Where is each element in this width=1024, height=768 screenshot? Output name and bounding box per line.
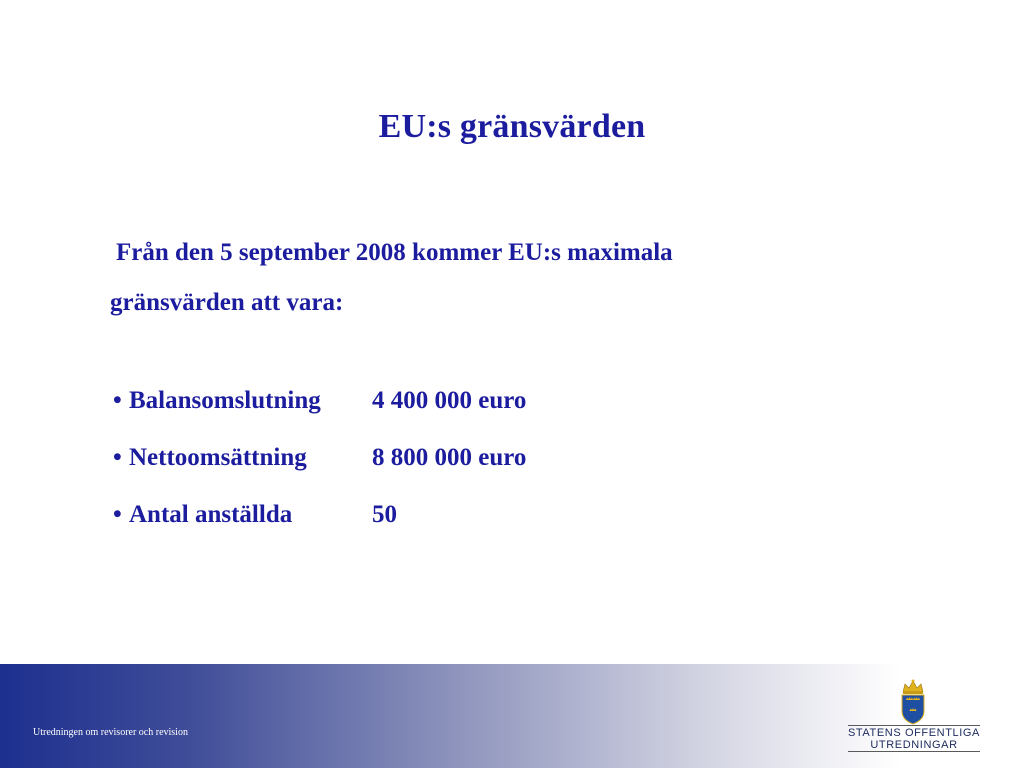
intro-paragraph <box>110 228 830 328</box>
bullet-value: 50 <box>372 501 397 528</box>
bullet-dot: • <box>113 387 122 414</box>
logo-text-line-2: UTREDNINGAR <box>870 739 958 751</box>
bullet-value: 8 800 000 euro <box>372 444 527 471</box>
footer-text: Utredningen om revisorer och revision <box>33 727 188 738</box>
swedish-crown-shield-icon <box>896 678 930 726</box>
bullet-item-balansomslutning <box>113 387 526 444</box>
logo-text-line-1: STATENS OFFENTLIGA <box>847 727 980 739</box>
bullet-list <box>113 387 526 558</box>
bullet-item-antal-anstallda <box>113 501 526 558</box>
bullet-dot: • <box>113 444 122 471</box>
intro-line-2: gränsvärden att vara: <box>110 289 344 316</box>
bullet-dot: • <box>113 501 122 528</box>
slide-title: EU:s gränsvärden <box>378 108 646 145</box>
sou-logo <box>846 676 982 756</box>
bullet-value: 4 400 000 euro <box>372 387 527 414</box>
bullet-label: Antal anställda <box>129 501 293 528</box>
logo-divider-bottom <box>848 751 980 752</box>
logo-divider-top <box>848 725 980 726</box>
bullet-item-nettoomsattning <box>113 444 526 501</box>
bullet-label: Nettoomsättning <box>129 444 307 471</box>
intro-line-1: Från den 5 september 2008 kommer EU:s maximala <box>116 239 673 266</box>
bullet-label: Balansomslutning <box>129 387 321 414</box>
